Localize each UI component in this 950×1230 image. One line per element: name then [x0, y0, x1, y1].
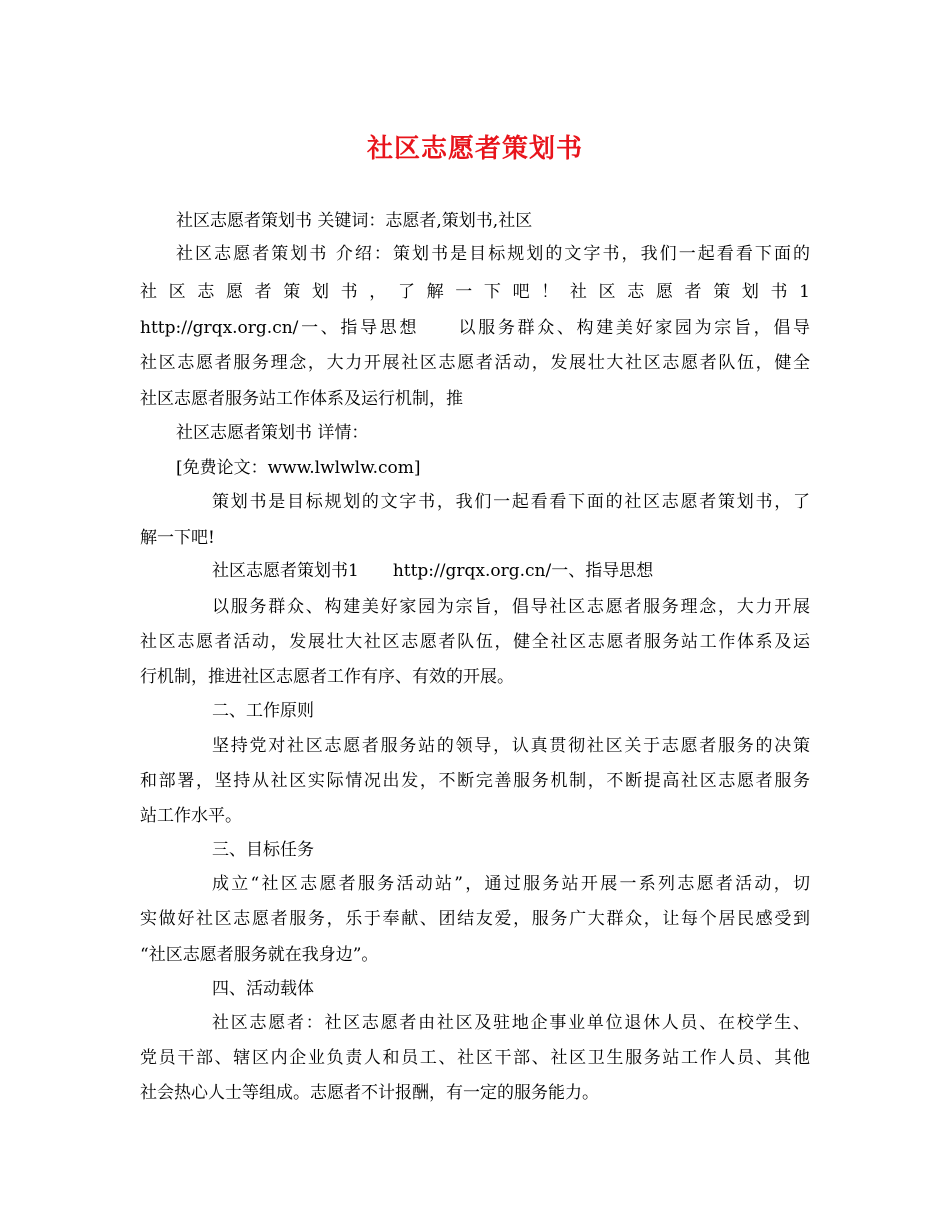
intro-line: http://grqx.org.cn/一、指导思想 以服务群众、构建美好家园为宗旨，倡导 [140, 318, 810, 338]
body-paragraph-line: 解一下吧! [140, 528, 215, 548]
section-heading: 三、目标任务 [212, 840, 314, 860]
body-paragraph-line: 策划书是目标规划的文字书，我们一起看看下面的社区志愿者策划书，了 [212, 492, 810, 512]
section-heading: 四、活动载体 [212, 979, 314, 999]
body-paragraph-line: 社会热心人士等组成。志愿者不计报酬，有一定的服务能力。 [140, 1083, 599, 1103]
body-paragraph-line: 成立“社区志愿者服务活动站”，通过服务站开展一系列志愿者活动，切 [212, 874, 810, 894]
section-heading: 二、工作原则 [212, 701, 314, 721]
body-paragraph-line: 和部署，坚持从社区实际情况出发，不断完善服务机制，不断提高社区志愿者服务 [140, 771, 810, 791]
intro-line: 社区志愿者服务站工作体系及运行机制，推 [140, 389, 463, 409]
intro-line: 社 区 志 愿 者 策 划 书 ， 了 解 一 下 吧 ！ 社 区 志 愿 者 策 划 书 1 [140, 282, 810, 302]
document-title: 社区志愿者策划书 [366, 134, 583, 164]
intro-line: 社区志愿者策划书 介绍：策划书是目标规划的文字书，我们一起看看下面的 [176, 244, 810, 264]
body-paragraph-line: “社区志愿者服务就在我身边”。 [140, 945, 379, 965]
keywords-line: 社区志愿者策划书 关键词：志愿者,策划书,社区 [176, 211, 533, 231]
intro-line: 社区志愿者服务理念，大力开展社区志愿者活动，发展壮大社区志愿者队伍，健全 [140, 353, 810, 373]
body-paragraph-line: 社区志愿者活动，发展壮大社区志愿者队伍，健全社区志愿者服务站工作体系及运 [140, 632, 810, 652]
body-paragraph-line: 社区志愿者：社区志愿者由社区及驻地企事业单位退休人员、在校学生、 [212, 1013, 810, 1033]
section-heading: 社区志愿者策划书1 http://grqx.org.cn/一、指导思想 [212, 561, 654, 581]
source-note: [免费论文：www.lwlwlw.com] [176, 458, 421, 478]
body-paragraph-line: 实做好社区志愿者服务，乐于奉献、团结友爱，服务广大群众，让每个居民感受到 [140, 909, 810, 929]
body-paragraph-line: 坚持党对社区志愿者服务站的领导，认真贯彻社区关于志愿者服务的决策 [212, 736, 810, 756]
body-paragraph-line: 以服务群众、构建美好家园为宗旨，倡导社区志愿者服务理念，大力开展 [212, 597, 810, 617]
details-label: 社区志愿者策划书 详情： [176, 423, 369, 443]
body-paragraph-line: 行机制，推进社区志愿者工作有序、有效的开展。 [140, 667, 514, 687]
body-paragraph-line: 党员干部、辖区内企业负责人和员工、社区干部、社区卫生服务站工作人员、其他 [140, 1048, 810, 1068]
body-paragraph-line: 站工作水平。 [140, 806, 242, 826]
